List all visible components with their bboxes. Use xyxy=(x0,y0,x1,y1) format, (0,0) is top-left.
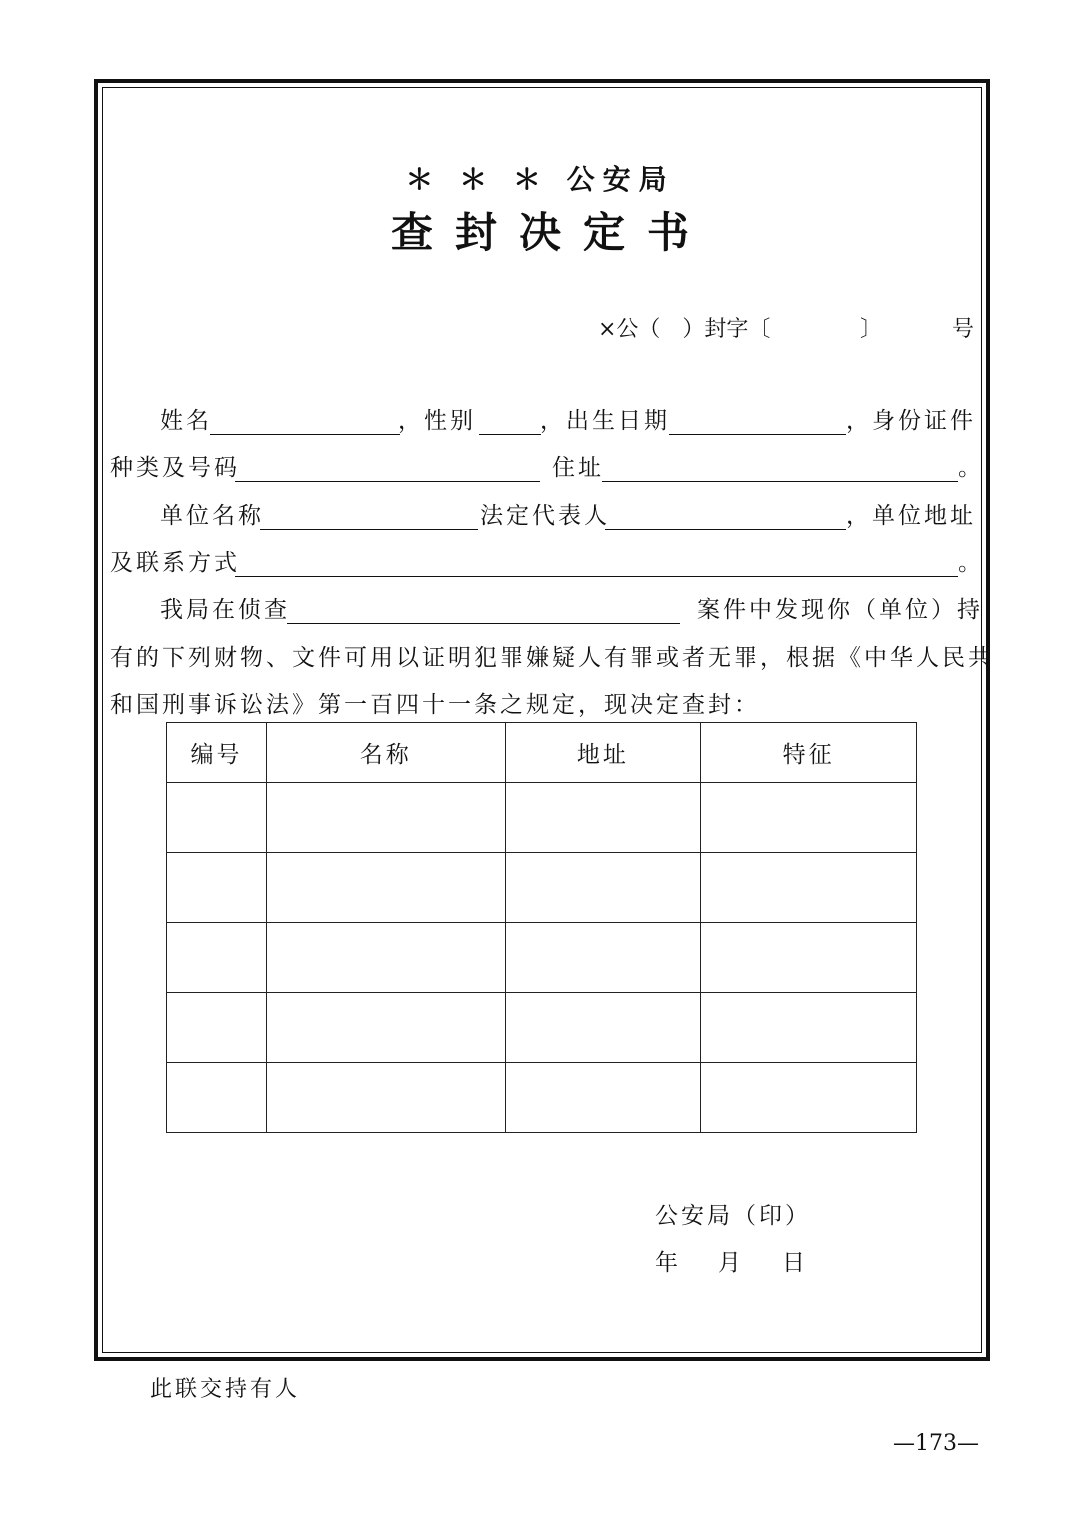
date-month: 月 xyxy=(718,1250,744,1276)
table-cell[interactable] xyxy=(266,783,505,853)
doc-number-close-bracket: 〕 xyxy=(860,317,883,342)
table-cell[interactable] xyxy=(701,1063,917,1133)
doc-number-suffix: 号 xyxy=(952,317,975,342)
header-address: 地址 xyxy=(505,723,701,783)
para2-start: 我局在侦查 xyxy=(160,597,290,623)
table-cell[interactable] xyxy=(701,993,917,1063)
table-row xyxy=(167,1063,917,1133)
header-number: 编号 xyxy=(167,723,267,783)
table-cell[interactable] xyxy=(701,853,917,923)
sealed-items-table xyxy=(166,722,917,1133)
case-field-line xyxy=(287,623,680,624)
table-cell[interactable] xyxy=(266,993,505,1063)
address-field-line xyxy=(602,481,958,482)
gender-field-line xyxy=(479,434,541,435)
para2-line3: 和国刑事诉讼法》第一百四十一条之规定，现决定查封： xyxy=(110,692,760,718)
contact-label: 及联系方式 xyxy=(110,550,240,576)
table-cell[interactable] xyxy=(505,783,701,853)
table-cell[interactable] xyxy=(167,783,267,853)
unit-name-field-line xyxy=(260,529,478,530)
table-cell[interactable] xyxy=(701,923,917,993)
birth-field-line xyxy=(669,434,846,435)
table-cell[interactable] xyxy=(266,1063,505,1133)
period-1: 。 xyxy=(958,455,984,481)
table-cell[interactable] xyxy=(167,853,267,923)
page-number: —173— xyxy=(893,1431,979,1456)
address-label: 住址 xyxy=(552,455,604,481)
doc-number-prefix: ×公（ ）封字〔 xyxy=(598,317,771,342)
table-cell[interactable] xyxy=(167,1063,267,1133)
id-number-field-line xyxy=(235,481,540,482)
name-label: 姓名 xyxy=(160,408,212,434)
legal-rep-label: 法定代表人 xyxy=(480,503,610,529)
date-day: 日 xyxy=(782,1250,808,1276)
table-row xyxy=(167,853,917,923)
table-cell[interactable] xyxy=(266,853,505,923)
table-cell[interactable] xyxy=(167,993,267,1063)
table-header-row xyxy=(167,723,917,783)
table-row xyxy=(167,783,917,853)
gender-label: ，性别 xyxy=(398,408,476,434)
name-field-line xyxy=(210,434,400,435)
copy-note: 此联交持有人 xyxy=(150,1377,301,1402)
date-year: 年 xyxy=(655,1250,681,1276)
agency-name: ＊ ＊ ＊ 公安局 xyxy=(405,163,675,196)
unit-name-label: 单位名称 xyxy=(160,503,264,529)
table-cell[interactable] xyxy=(505,993,701,1063)
period-2: 。 xyxy=(958,550,984,576)
table-cell[interactable] xyxy=(167,923,267,993)
birth-label: ，出生日期 xyxy=(540,408,670,434)
table-cell[interactable] xyxy=(266,923,505,993)
document-title: 查封决定书 xyxy=(390,208,711,257)
para2-rest: 案件中发现你（单位）持 xyxy=(697,597,983,623)
table-row xyxy=(167,923,917,993)
legal-rep-field-line xyxy=(605,529,846,530)
header-feature: 特征 xyxy=(701,723,917,783)
id-type-label: 种类及号码 xyxy=(110,455,240,481)
header-name: 名称 xyxy=(266,723,505,783)
seal-label: 公安局（印） xyxy=(655,1203,811,1229)
table-row xyxy=(167,993,917,1063)
unit-address-label: ，单位地址 xyxy=(846,503,976,529)
table-cell[interactable] xyxy=(505,923,701,993)
table-cell[interactable] xyxy=(701,783,917,853)
contact-field-line xyxy=(235,576,958,577)
id-label: ，身份证件 xyxy=(846,408,976,434)
table-cell[interactable] xyxy=(505,1063,701,1133)
para2-line2: 有的下列财物、文件可用以证明犯罪嫌疑人有罪或者无罪，根据《中华人民共 xyxy=(110,645,994,671)
table-cell[interactable] xyxy=(505,853,701,923)
